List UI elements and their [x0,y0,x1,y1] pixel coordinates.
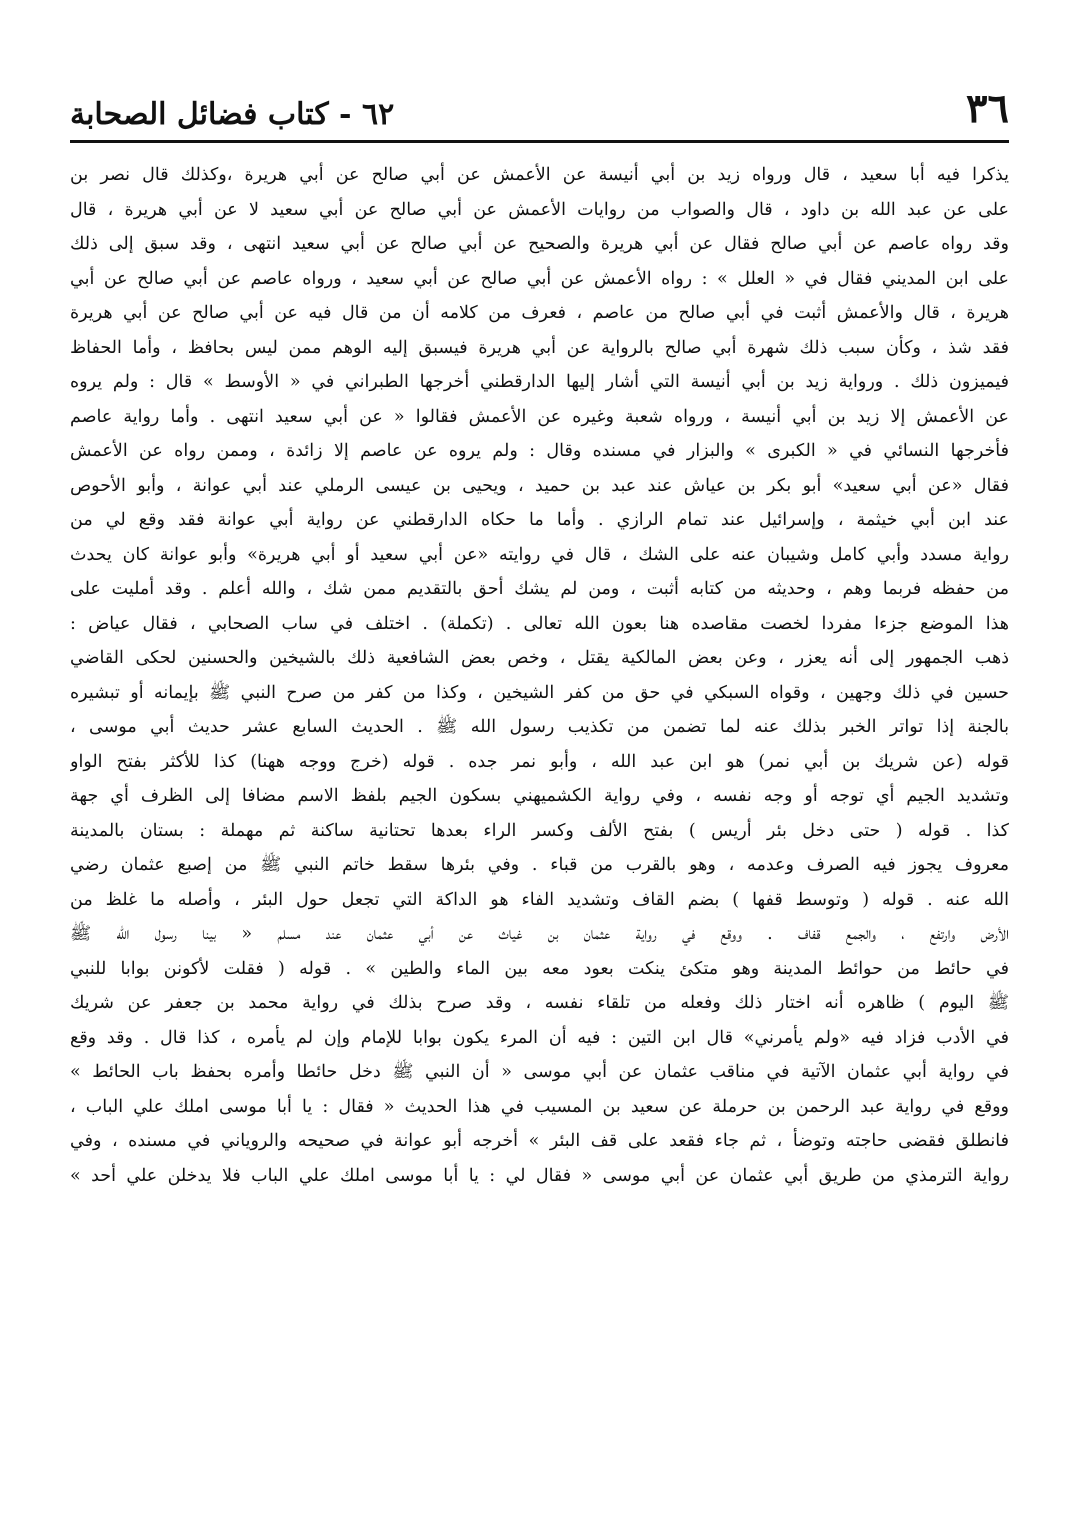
text-line: فيميزون ذلك . ورواية زيد بن أبي أنيسة التي أشار إليها الدارقطني أخرجها الطبراني في « الأوسط » قال : ولم يروه [70,372,1009,392]
text-line: عند ابن أبي خيثمة ، وإسرائيل عند تمام الرازي . وأما ما حكاه الدارقطني عن رواية أبي عوانة فقد وقع لي من [70,510,1009,530]
text-line: على ابن المديني فقال في « العلل » : رواه الأعمش عن أبي صالح عن أبي سعيد ، ورواه عاصم عن أبي صالح عن أبي [70,268,1009,289]
text-line: رواية مسدد وأبي كامل وشيبان عنه على الشك ، قال في روايته «عن أبي سعيد أو أبي هريرة» وأبو عوانة كان يحدث [70,544,1009,565]
text-line: في حائط من حوائط المدينة وهو متكئ ينكت بعود معه بين الماء والطين » . قوله ( فقلت لأكونن بوابا للنبي [70,958,1009,979]
text-line: وتشديد الجيم أي توجه أو وجه نفسه ، وفي رواية الكشميهني بسكون الجيم بلفظ الاسم مضافا إلى الظرف أي جهة [70,786,1009,806]
text-line: وقد رواه عاصم عن أبي صالح فقال عن أبي هريرة والصحيح عن أبي صالح عن أبي سعيد انتهى ، وقد سبق إلى ذلك [70,234,1009,254]
text-line: في رواية أبي عثمان الآتية في مناقب عثمان عن أبي موسى « أن النبي ﷺ دخل حائطا وأمره بحفظ باب الحائط » [70,1062,1009,1082]
text-line: يذكرا فيه أبا سعيد ، قال ورواه زيد بن أبي أنيسة عن الأعمش عن أبي صالح عن أبي هريرة ،وكذلك قال نصر بن [70,165,1009,185]
running-title: ٦٢ - كتاب فضائل الصحابة [70,97,395,132]
text-line: فأخرجها النسائي في « الكبرى » والبزار في مسنده وقال : ولم يروه عن عاصم إلا زائدة ، وممن رواه عن الأعمش [70,441,1009,461]
text-line: فانطلق فقضى حاجته وتوضأ ، ثم جاء فقعد على قف البئر » أخرجه أبو عوانة في صحيحه والروياني في مسنده ، وفي [70,1131,1009,1151]
text-line: في الأدب فزاد فيه «ولم يأمرني» قال ابن التين : فيه أن المرء يكون بوابا للإمام وإن لم يأمره ، كذا قال . وقد وقع [70,1027,1009,1048]
text-line: من حفظه فربما وهم ، وحديثه من كتابه أثبت ، ومن لم يشك أحق بالتقديم ممن شك ، والله أعلم . وقد أمليت على [70,579,1009,599]
text-line: كذا . قوله ( حتى دخل بئر أريس ) بفتح الألف وكسر الراء بعدها تحتانية ساكنة ثم مهملة : بستان بالمدينة [70,820,1009,841]
text-line: هريرة ، قال والأعمش أثبت في أبي صالح من عاصم ، فعرف من كلامه أن من قال فيه عن أبي صالح عن أبي هريرة [70,303,1009,323]
text-line: فقد شذ ، وكأن سبب ذلك شهرة أبي صالح بالرواية عن أبي هريرة فيسبق إليه الوهم ممن ليس بحافظ ، وأما الحفاظ [70,337,1009,358]
text-line: ووقع في رواية عبد الرحمن بن حرملة عن سعيد بن المسيب في هذا الحديث « فقال : يا أبا موسى املك علي الباب ، [70,1096,1009,1117]
text-line: ﷺ اليوم ) ظاهره أنه اختار ذلك وفعله من تلقاء نفسه ، وقد صرح بذلك في رواية محمد بن جعفر عن شريك [70,993,1009,1013]
body-text [70,158,1009,1193]
text-line: حسين في ذلك وجهين ، وقواه السبكي في حق من كفر الشيخين ، وكذا من كفر من صرح النبي ﷺ بإيمانه أو تبشيره [70,682,1009,703]
text-line: قوله (عن شريك بن أبي نمر) هو ابن عبد الله ، وأبو نمر جده . قوله (خرج ووجه ههنا) كذا للأكثر بفتح الواو [70,751,1009,772]
text-line: عن الأعمش إلا زيد بن أبي أنيسة ، ورواه شعبة وغيره عن الأعمش فقالوا « عن أبي سعيد انتهى . وأما رواية عاصم [70,406,1009,427]
text-line: بالجنة إذا تواتر الخبر بذلك عنه لما تضمن من تكذيب رسول الله ﷺ . الحديث السابع عشر حديث أبي موسى ، [70,717,1009,737]
text-line: هذا الموضع جزءا مفردا لخصت مقاصده هنا بعون الله تعالى . (تكملة) . اختلف في ساب الصحابي ، فقال عياض : [70,613,1009,634]
header-rule [70,140,1009,143]
text-line: ذهب الجمهور إلى أنه يعزر ، وعن بعض المالكية يقتل ، وخص بعض الشافعية ذلك بالشيخين والحسنين لحكى القاضي [70,648,1009,668]
page-number: ٣٦ [966,85,1009,132]
text-line: على عن عبد الله بن داود ، قال والصواب من روايات الأعمش عن أبي صالح عن أبي سعيد لا عن أبي هريرة ، قال [70,199,1009,220]
text-line: فقال «عن أبي سعيد» أبو بكر بن عياش عند عبد بن حميد ، ويحيى بن عيسى الرملي عند أبي عوانة ، وأبو الأحوص [70,475,1009,496]
text-line: رواية الترمذي من طريق أبي عثمان عن أبي موسى « فقال لي : يا أبا موسى املك علي الباب فلا يدخلن علي أحد » [70,1165,1009,1186]
text-line: الله عنه . قوله ( وتوسط قفها ) بضم القاف وتشديد الفاء هو الداكة التي تجعل حول البئر ، وأصله ما غلظ من [70,889,1009,910]
text-line: الأرض وارتفع ، والجمع قفاف . ووقع في رواية عثمان بن غياث عن أبي عثمان عند مسلم « بينا رسول الله ﷺ [70,924,1009,944]
page-header [70,85,1009,132]
text-line: معروف يجوز فيه الصرف وعدمه ، وهو بالقرب من قباء . وفي بئرها سقط خاتم النبي ﷺ من إصبع عثمان رضي [70,855,1009,875]
